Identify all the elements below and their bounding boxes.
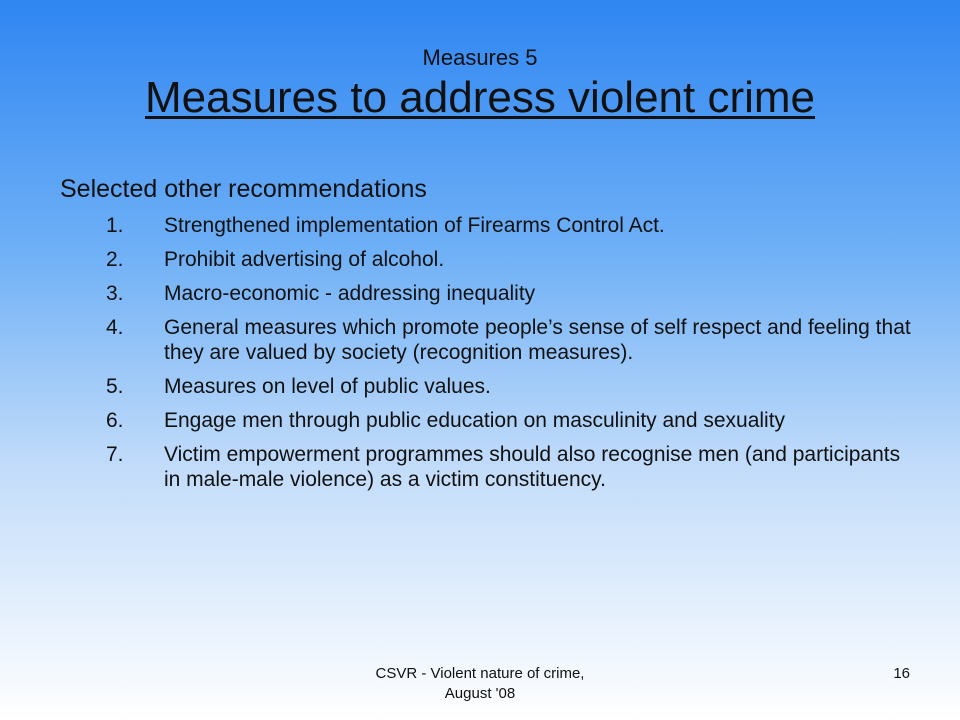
section-heading: Selected other recommendations: [60, 175, 427, 203]
list-item-number: 7.: [106, 443, 124, 466]
footer-source: [330, 664, 630, 704]
list-item: [60, 408, 920, 433]
recommendations-list: [60, 213, 920, 492]
list-item: [60, 247, 920, 272]
slide-title: Measures to address violent crime: [144, 73, 816, 122]
list-item: [60, 442, 920, 492]
list-item-number: 1.: [106, 214, 124, 237]
list-item: [60, 374, 920, 399]
slide-kicker: Measures 5: [422, 45, 538, 70]
slide-header: [0, 44, 960, 124]
list-item-text: Victim empowerment programmes should also recognise men (and participants in male-male violence) as a victim constituency.: [164, 443, 901, 491]
list-item-text: General measures which promote people’s sense of self respect and feeling that they are valued by society (recognition measures).: [164, 316, 911, 364]
list-item-number: 4.: [106, 316, 124, 339]
list-item-text: Engage men through public education on masculinity and sexuality: [164, 409, 786, 432]
list-item-number: 6.: [106, 409, 124, 432]
list-item-number: 5.: [106, 375, 124, 398]
list-item-number: 2.: [106, 248, 124, 271]
footer-line-1: CSVR - Violent nature of crime,: [375, 665, 585, 682]
list-item-text: Strengthened implementation of Firearms Control Act.: [164, 214, 665, 237]
list-item: [60, 281, 920, 306]
list-item-text: Measures on level of public values.: [164, 375, 491, 398]
list-item-text: Prohibit advertising of alcohol.: [164, 248, 445, 271]
list-item-text: Macro-economic - addressing inequality: [164, 282, 536, 305]
list-item-number: 3.: [106, 282, 124, 305]
list-item: [60, 213, 920, 238]
slide-body: [60, 173, 920, 501]
list-item: [60, 315, 920, 365]
footer-line-2: August '08: [444, 685, 516, 702]
page-number: 16: [893, 665, 910, 682]
